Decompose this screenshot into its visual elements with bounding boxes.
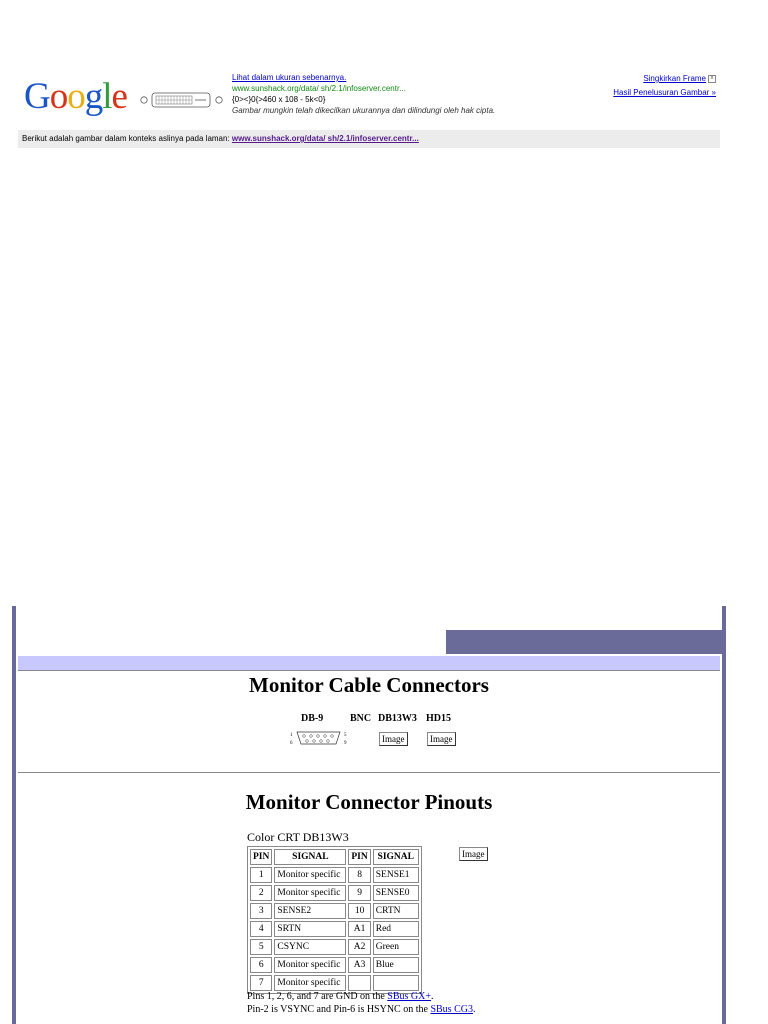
connector-label-db13w3: DB13W3 [378, 713, 417, 724]
table-cell: 9 [348, 885, 370, 901]
svg-text:1: 1 [290, 733, 293, 738]
table-cell: Monitor specific [274, 885, 346, 901]
table-row [250, 867, 419, 883]
svg-text:5: 5 [344, 733, 347, 738]
table-cell: 1 [250, 867, 272, 883]
logo-letter: e [111, 76, 127, 117]
connector-label-hd15: HD15 [426, 713, 451, 724]
note-text: Pin-2 is VSYNC and Pin-6 is HSYNC on the [247, 1004, 431, 1015]
table-cell: CSYNC [274, 939, 346, 955]
svg-text:6: 6 [290, 741, 293, 746]
table-cell: SRTN [274, 921, 346, 937]
google-logo[interactable] [24, 78, 127, 115]
logo-letter: G [24, 76, 50, 117]
column-header: SIGNAL [274, 849, 346, 865]
note-text: . [430, 991, 434, 1002]
notes [247, 990, 475, 1016]
table-row [250, 975, 419, 991]
context-url-link[interactable]: www.sunshack.org/data/ sh/2.1/infoserver.centr... [231, 134, 419, 143]
table-row [250, 957, 419, 973]
table-cell: 4 [250, 921, 272, 937]
svg-text:9: 9 [344, 741, 347, 746]
table-row [250, 903, 419, 919]
logo-letter: o [49, 76, 68, 117]
connector-label-bnc: BNC [350, 713, 372, 724]
table-cell: Monitor specific [274, 867, 346, 883]
table-cell [373, 975, 419, 991]
table-cell: SENSE2 [274, 903, 346, 919]
table-cell: 10 [348, 903, 370, 919]
table-cell [348, 975, 370, 991]
table-cell: A2 [348, 939, 370, 955]
note-text: Pins 1, 2, 6, and 7 are GND on the [247, 991, 388, 1002]
context-label: Berikut adalah gambar dalam konteks aslinya pada laman: [22, 134, 230, 143]
db9-connector-icon [290, 730, 348, 746]
page-title-connectors: Monitor Cable Connectors [249, 673, 489, 697]
column-header: PIN [348, 849, 370, 865]
image-meta [232, 72, 495, 116]
table-cell: Green [373, 939, 419, 955]
table-cell: 7 [250, 975, 272, 991]
table-cell: 2 [250, 885, 272, 901]
sbus-gx-link[interactable]: SBus GX+ [387, 991, 431, 1002]
context-bar [18, 130, 720, 148]
source-url: www.sunshack.org/data/ sh/2.1/infoserver.centr... [232, 84, 406, 93]
table-cell: Red [373, 921, 419, 937]
table-cell: SENSE0 [373, 885, 419, 901]
page-title-pinouts: Monitor Connector Pinouts [245, 790, 493, 814]
table-cell: 5 [250, 939, 272, 955]
logo-letter: o [67, 76, 85, 117]
column-header: SIGNAL [373, 849, 419, 865]
sbus-cg3-link[interactable]: SBus CG3 [430, 1004, 473, 1015]
pinout-image-placeholder: Image [459, 847, 488, 861]
table-caption: Color CRT DB13W3 [247, 830, 349, 844]
connector-label-db9: DB-9 [301, 713, 324, 724]
header-strip [18, 656, 720, 670]
column-header: PIN [250, 849, 272, 865]
table-cell: A3 [348, 957, 370, 973]
note-text: . [472, 1004, 476, 1015]
table-cell: 8 [348, 867, 370, 883]
pinout-table [247, 846, 422, 994]
table-row [250, 885, 419, 901]
original-page-frame[interactable] [12, 606, 726, 1024]
close-icon[interactable]: x [708, 75, 716, 83]
image-search-results-link[interactable]: Hasil Penelusuran Gambar » [613, 88, 716, 97]
table-cell: CRTN [373, 903, 419, 919]
table-cell: SENSE1 [373, 867, 419, 883]
db13w3-image-placeholder: Image [379, 732, 408, 746]
table-row [250, 939, 419, 955]
table-header-row [250, 849, 419, 865]
image-info: {0><}0{>460 x 108 - 5k<0} [232, 95, 326, 104]
table-cell: A1 [348, 921, 370, 937]
frame-links [613, 72, 716, 100]
hd15-image-placeholder: Image [427, 732, 456, 746]
divider [18, 772, 720, 773]
image-thumbnail[interactable] [138, 90, 226, 110]
logo-letter: l [102, 76, 112, 117]
logo-letter: g [84, 76, 103, 117]
table-row [250, 921, 419, 937]
divider [18, 670, 720, 671]
table-cell: Monitor specific [274, 957, 346, 973]
table-cell: 6 [250, 957, 272, 973]
table-cell: 3 [250, 903, 272, 919]
copyright-notice: Gambar mungkin telah dikecilkan ukurannya dan dilindungi oleh hak cipta. [232, 106, 496, 115]
nav-bar [446, 630, 722, 654]
table-cell: Monitor specific [274, 975, 346, 991]
table-cell: Blue [373, 957, 419, 973]
view-full-size-link[interactable]: Lihat dalam ukuran sebenarnya. [232, 73, 347, 82]
remove-frame-link[interactable]: Singkirkan Frame [643, 74, 706, 83]
